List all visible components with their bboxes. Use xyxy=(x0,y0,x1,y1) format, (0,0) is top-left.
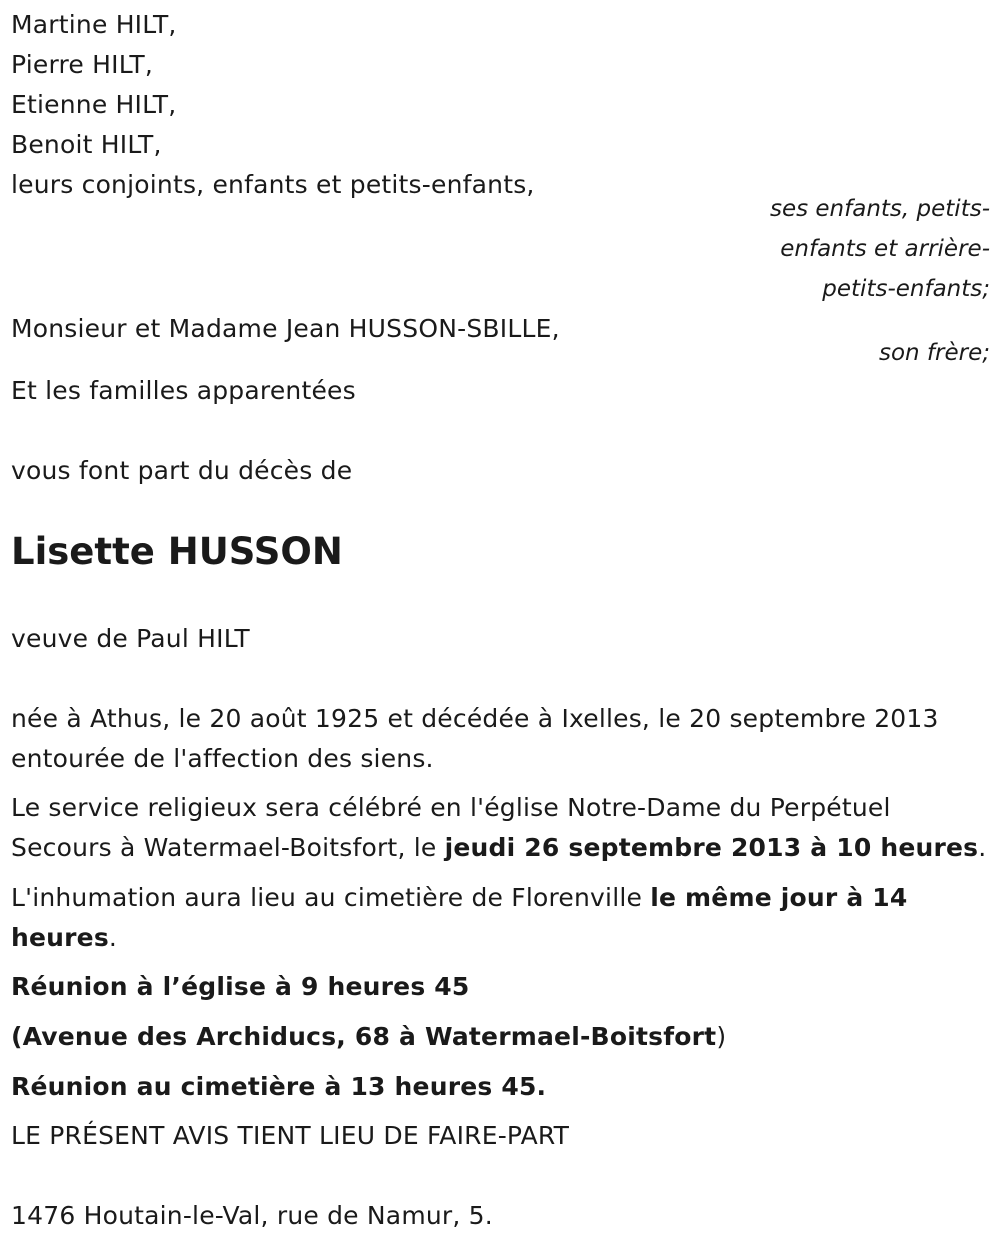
family-member-1: Martine HILT, xyxy=(11,10,177,39)
burial-line-1: L'inhumation aura lieu au cimetière de Florenville le même jour à 14 xyxy=(11,883,908,912)
meeting-cemetery: Réunion au cimetière à 13 heures 45. xyxy=(11,1072,547,1101)
family-member-3: Etienne HILT, xyxy=(11,90,177,119)
related-families: Et les familles apparentées xyxy=(11,376,356,405)
birth-death-line: née à Athus, le 20 août 1925 et décédée à Ixelles, le 20 septembre 2013 xyxy=(11,704,939,733)
family-relatives: leurs conjoints, enfants et petits-enfants, xyxy=(11,170,535,199)
surrounded-line: entourée de l'affection des siens. xyxy=(11,744,434,773)
service-line-2: Secours à Watermael-Boitsfort, le jeudi 26 septembre 2013 à 10 heures. xyxy=(11,833,987,862)
relation-brother: son frère; xyxy=(878,340,990,366)
deceased-name: Lisette HUSSON xyxy=(11,530,343,573)
notice-line: LE PRÉSENT AVIS TIENT LIEU DE FAIRE-PART xyxy=(11,1121,570,1150)
widow-line: veuve de Paul HILT xyxy=(11,624,250,653)
relation-children-2: enfants et arrière- xyxy=(780,236,990,262)
family-member-4: Benoit HILT, xyxy=(11,130,162,159)
relation-children-1: ses enfants, petits- xyxy=(769,196,990,222)
burial-time-1: le même jour à 14 xyxy=(650,883,908,912)
service-line-1: Le service religieux sera célébré en l'église Notre-Dame du Perpétuel xyxy=(11,793,891,822)
family-member-2: Pierre HILT, xyxy=(11,50,154,79)
burial-time-2: heures xyxy=(11,923,109,952)
burial-line-2: heures. xyxy=(11,923,118,952)
relation-children-3: petits-enfants; xyxy=(822,276,990,302)
family-address: 1476 Houtain-le-Val, rue de Namur, 5. xyxy=(11,1201,493,1230)
meeting-address: (Avenue des Archiducs, 68 à Watermael-Boitsfort) xyxy=(11,1022,727,1051)
service-date: jeudi 26 septembre 2013 à 10 heures xyxy=(444,833,979,862)
brother-line: Monsieur et Madame Jean HUSSON-SBILLE, xyxy=(11,314,560,343)
meeting-church: Réunion à l’église à 9 heures 45 xyxy=(11,972,470,1001)
announce-text: vous font part du décès de xyxy=(11,456,353,485)
